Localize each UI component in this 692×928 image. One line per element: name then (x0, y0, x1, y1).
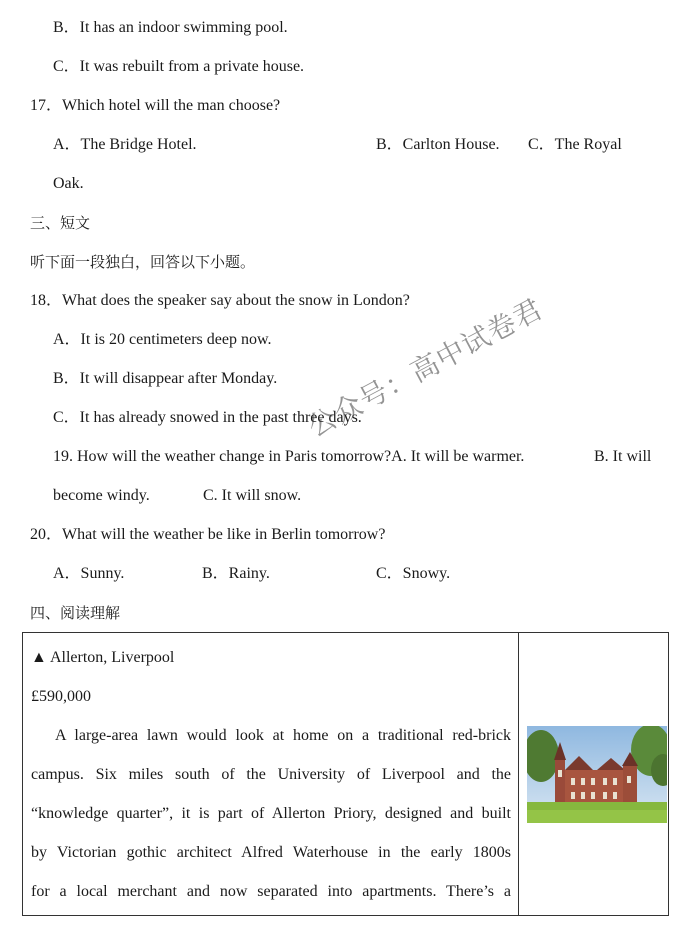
question-20: 20．What will the weather be like in Berlin tomorrow? (30, 526, 386, 543)
question-17: 17．Which hotel will the man choose? (30, 97, 281, 114)
q17-option-c-cont: Oak. (53, 175, 84, 192)
section-3-heading: 三、短文 (30, 214, 91, 232)
q20-option-b: B．Rainy. (202, 565, 270, 582)
listing-location: ▲ Allerton, Liverpool (31, 649, 175, 666)
watermark: 公众号：高中试卷君 (302, 291, 549, 444)
q17-option-c: C．The Royal (528, 136, 622, 153)
question-19: 19. How will the weather change in Paris tomorrow?A. It will be warmer. (53, 448, 525, 465)
q16-option-b: B．It has an indoor swimming pool. (53, 19, 288, 36)
question-18: 18．What does the speaker say about the snow in London? (30, 292, 410, 309)
listing-text-line-3: “knowledge quarter”, it is part of Allerton Priory, designed and built (31, 805, 511, 822)
listing-text-line-2: campus. Six miles south of the University of Liverpool and the (31, 766, 511, 783)
q17-option-b: B．Carlton House. (376, 136, 500, 153)
q19-option-c: C. It will snow. (203, 487, 302, 504)
q19-option-b: B. It will (594, 448, 652, 465)
q18-option-c: C．It has already snowed in the past three days. (53, 409, 362, 426)
q18-option-b: B．It will disappear after Monday. (53, 370, 278, 387)
q17-option-a: A．The Bridge Hotel. (53, 136, 197, 153)
q20-option-c: C．Snowy. (376, 565, 451, 582)
q19-option-b-cont: become windy. (53, 487, 150, 504)
listing-text-line-5: for a local merchant and now separated into apartments. There’s a (31, 883, 511, 900)
listing-text-line-1: A large-area lawn would look at home on a traditional red-brick (55, 727, 511, 744)
listing-price: £590,000 (31, 688, 91, 705)
q18-option-a: A．It is 20 centimeters deep now. (53, 331, 272, 348)
section-4-heading: 四、阅读理解 (30, 604, 121, 622)
listing-table (22, 632, 669, 916)
listing-text-line-4: by Victorian gothic architect Alfred Waterhouse in the early 1800s (31, 844, 511, 861)
q20-option-a: A．Sunny. (53, 565, 125, 582)
property-photo (527, 726, 667, 823)
column-divider (518, 633, 519, 915)
section-3-instruction: 听下面一段独白，回答以下小题。 (30, 253, 256, 271)
q16-option-c: C．It was rebuilt from a private house. (53, 58, 305, 75)
